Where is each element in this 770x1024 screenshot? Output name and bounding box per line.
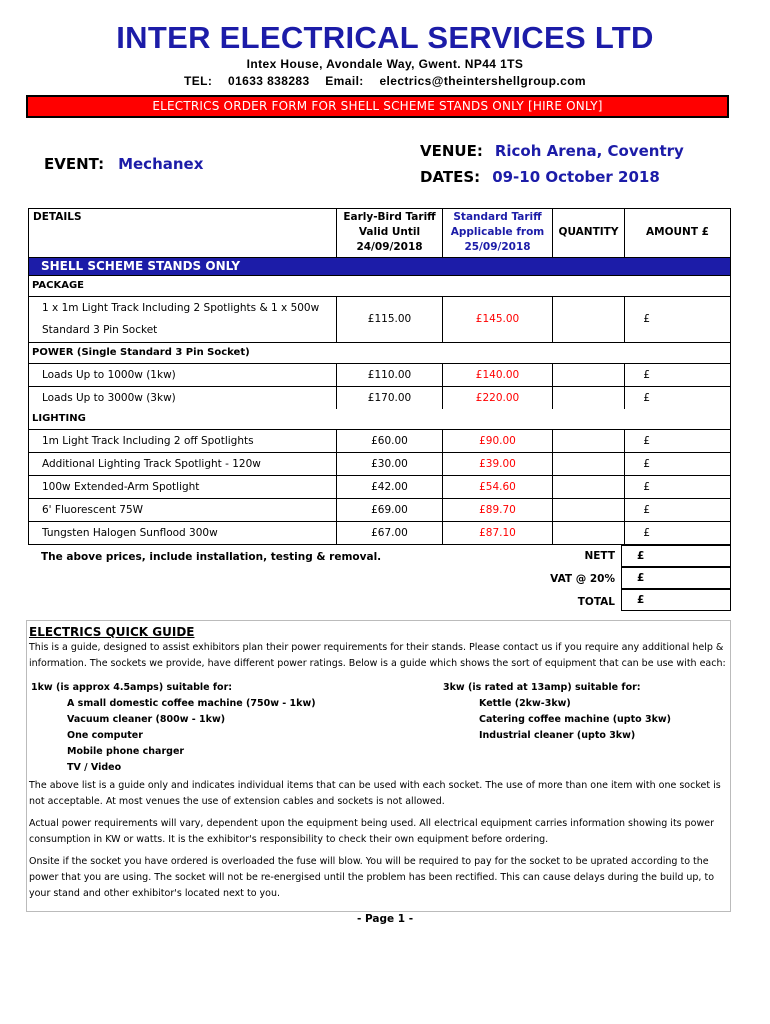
total-label: TOTAL [577, 596, 615, 608]
guide-columns [29, 680, 728, 772]
row-early-price: £42.00 [336, 476, 442, 498]
row-standard-price: £87.10 [442, 522, 552, 544]
dates-label: DATES: [420, 168, 481, 186]
list-item: Mobile phone charger [67, 746, 185, 757]
row-description: Tungsten Halogen Sunflood 300w [42, 527, 218, 539]
guide-intro: This is a guide, designed to assist exhibitors plan their power requirements for their stands. Please contact us if you require any additional help & information. The sockets we provide, have different power ratings. Below is a guide which shows the sort of equipment that can be use with each: [29, 642, 726, 669]
header-quantity: QUANTITY [552, 209, 624, 257]
list-item: A small domestic coffee machine (750w - 1kw) [67, 698, 316, 709]
header-early-line3: 24/09/2018 [356, 241, 423, 253]
row-amount: £ [624, 297, 730, 342]
list-item: Vacuum cleaner (800w - 1kw) [67, 714, 226, 725]
event-value: Mechanex [118, 155, 204, 173]
row-early-price: £170.00 [336, 387, 442, 409]
row-amount: £ [624, 364, 730, 386]
row-quantity-input[interactable] [552, 387, 624, 409]
event-label: EVENT: [44, 155, 105, 173]
row-quantity-input[interactable] [552, 364, 624, 386]
table-row [29, 453, 730, 476]
company-name: INTER ELECTRICAL SERVICES LTD [116, 20, 654, 55]
row-description: Loads Up to 1000w (1kw) [42, 369, 176, 381]
vat-field[interactable]: £ [621, 567, 731, 589]
header-standard [442, 209, 552, 257]
contact-line [0, 74, 770, 88]
row-early-price: £110.00 [336, 364, 442, 386]
row-early-price: £30.00 [336, 453, 442, 475]
row-standard-price: £145.00 [442, 297, 552, 342]
guide-title: ELECTRICS QUICK GUIDE [29, 625, 195, 639]
row-quantity-input[interactable] [552, 476, 624, 498]
row-standard-price: £54.60 [442, 476, 552, 498]
dates-value: 09-10 October 2018 [492, 168, 660, 186]
row-amount: £ [624, 499, 730, 521]
row-description: 100w Extended-Arm Spotlight [42, 481, 200, 493]
guide-col-1kw [31, 680, 316, 776]
header-std-line3: 25/09/2018 [464, 241, 531, 253]
row-early-price: £60.00 [336, 430, 442, 452]
row-amount: £ [624, 453, 730, 475]
row-standard-price: £140.00 [442, 364, 552, 386]
guide-paragraph-3: Onsite if the socket you have ordered is overloaded the fuse will blow. You will be required to pay for the socket to be uprated according to the power that you are using. The socket will not be re-energised until the problem has been rectified. This can cause delays during the build up, to your stand and other exhibitor's located next to you. [29, 856, 715, 899]
row-early-price: £69.00 [336, 499, 442, 521]
package-desc-line1: 1 x 1m Light Track Including 2 Spotlights & 1 x 500w [42, 302, 320, 314]
table-row [29, 522, 730, 544]
order-table [28, 208, 731, 545]
header-details: DETAILS [33, 211, 82, 223]
package-label: PACKAGE [29, 276, 730, 297]
row-amount: £ [624, 430, 730, 452]
guide-col2-heading: 3kw (is rated at 13amp) suitable for: [443, 682, 641, 693]
row-description: 1m Light Track Including 2 off Spotlights [42, 435, 254, 447]
guide-col1-heading: 1kw (is approx 4.5amps) suitable for: [31, 682, 233, 693]
venue-info [420, 142, 684, 160]
nett-label: NETT [584, 550, 615, 562]
table-row [29, 297, 730, 343]
vat-label: VAT @ 20% [550, 573, 615, 585]
header-std-line2: Applicable from [450, 226, 545, 238]
list-item: Kettle (2kw-3kw) [479, 698, 571, 709]
header-amount: AMOUNT £ [624, 209, 730, 257]
row-standard-price: £90.00 [442, 430, 552, 452]
row-description: Additional Lighting Track Spotlight - 120w [42, 458, 261, 470]
table-row [29, 476, 730, 499]
page-number: - Page 1 - [356, 913, 414, 925]
row-quantity-input[interactable] [552, 499, 624, 521]
header-early-line2: Valid Until [358, 226, 421, 238]
venue-value: Ricoh Arena, Coventry [494, 142, 684, 160]
row-standard-price: £89.70 [442, 499, 552, 521]
header-early-line1: Early-Bird Tariff [343, 211, 436, 223]
section-title: SHELL SCHEME STANDS ONLY [29, 258, 730, 276]
row-amount: £ [624, 387, 730, 409]
row-quantity-input[interactable] [552, 522, 624, 544]
email-address: electrics@theintershellgroup.com [379, 74, 586, 88]
package-desc-line2: Standard 3 Pin Socket [42, 324, 158, 336]
row-description: Loads Up to 3000w (3kw) [42, 392, 176, 404]
tel-number: 01633 838283 [228, 74, 310, 88]
dates-info [420, 168, 660, 186]
row-amount: £ [624, 522, 730, 544]
row-standard-price: £220.00 [442, 387, 552, 409]
list-item: One computer [67, 730, 143, 741]
row-amount: £ [624, 476, 730, 498]
list-item: Industrial cleaner (upto 3kw) [479, 730, 636, 741]
nett-field[interactable]: £ [621, 545, 731, 567]
row-description [29, 297, 336, 342]
header-early-bird [336, 209, 442, 257]
list-item: TV / Video [67, 762, 122, 773]
table-row [29, 499, 730, 522]
row-quantity-input[interactable] [552, 297, 624, 342]
row-quantity-input[interactable] [552, 453, 624, 475]
tel-label: TEL: [184, 74, 213, 88]
row-standard-price: £39.00 [442, 453, 552, 475]
table-row [29, 364, 730, 387]
prices-note: The above prices, include installation, testing & removal. [41, 551, 382, 563]
quick-guide [26, 620, 731, 912]
header-std-line1: Standard Tariff [453, 211, 542, 223]
company-address: Intex House, Avondale Way, Gwent. NP44 1TS [246, 57, 524, 71]
table-header [29, 209, 730, 258]
guide-paragraph-2: Actual power requirements will vary, dependent upon the equipment being used. All electrical equipment carries information showing its power consumption in KW or watts. It is the exhibitor's responsibility to check their own equipment before ordering. [29, 818, 715, 845]
row-description: 6' Fluorescent 75W [42, 504, 144, 516]
row-early-price: £115.00 [336, 297, 442, 342]
row-quantity-input[interactable] [552, 430, 624, 452]
venue-label: VENUE: [420, 142, 483, 160]
lighting-label: LIGHTING [29, 409, 730, 430]
power-label: POWER (Single Standard 3 Pin Socket) [29, 343, 730, 364]
table-row [29, 430, 730, 453]
list-item: Catering coffee machine (upto 3kw) [479, 714, 672, 725]
email-label: Email: [325, 74, 364, 88]
guide-col-3kw [443, 680, 671, 744]
table-row [29, 387, 730, 409]
form-title-banner: ELECTRICS ORDER FORM FOR SHELL SCHEME STANDS ONLY [HIRE ONLY] [26, 95, 729, 118]
event-info [44, 155, 203, 173]
guide-paragraph-1: The above list is a guide only and indicates individual items that can be used with each socket. The use of more than one item with one socket is not acceptable. At most venues the use of extension cables and sockets is not allowed. [29, 780, 721, 807]
total-field[interactable]: £ [621, 589, 731, 611]
row-early-price: £67.00 [336, 522, 442, 544]
